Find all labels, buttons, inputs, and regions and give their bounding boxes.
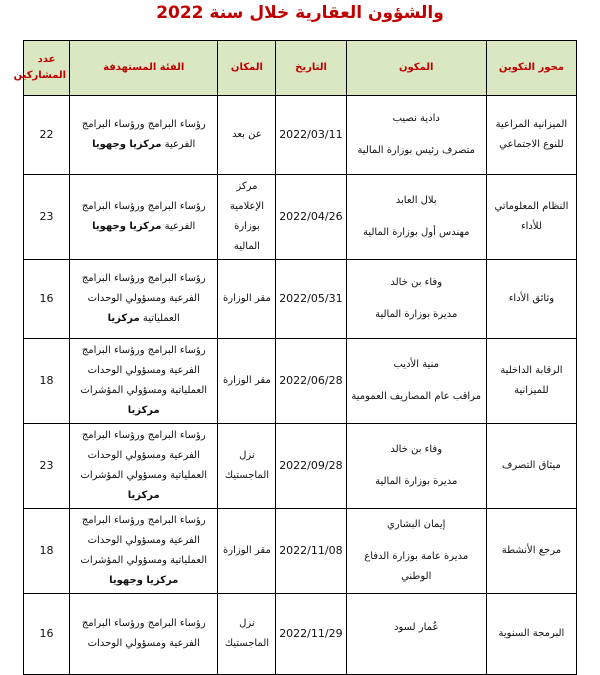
cell-date: 2022/05/31 [276, 260, 346, 339]
cell-axis: الرقابة الداخلية للميزانية [486, 339, 576, 424]
cell-place: مقر الوزارة [218, 339, 276, 424]
cell-axis: البرمجة السنوية [486, 594, 576, 675]
cell-axis: وثائق الأداء [486, 260, 576, 339]
cell-count: 16 [24, 594, 70, 675]
cell-date: 2022/04/26 [276, 175, 346, 260]
cell-count: 18 [24, 339, 70, 424]
trainer-name: منية الأديب [393, 359, 439, 370]
table-row [24, 260, 577, 339]
trainer-name: وفاء بن خالد [390, 444, 443, 455]
cell-date: 2022/03/11 [276, 96, 346, 175]
trainer-role: مديرة عامة بوزارة الدفاع الوطني [364, 551, 469, 582]
target-scope: مركزيا [127, 405, 160, 416]
cell-target [70, 260, 218, 339]
table-row [24, 339, 577, 424]
table-row [24, 509, 577, 594]
target-scope: مركزيا وجهويا [92, 221, 162, 232]
cell-count: 18 [24, 509, 70, 594]
cell-count: 22 [24, 96, 70, 175]
target-text: رؤساء البرامج ورؤساء البرامج الفرعية ومسؤولي الوحدات [81, 618, 206, 649]
cell-place: نزل الماجستيك [218, 594, 276, 675]
target-scope: مركزيا [107, 313, 140, 324]
page-title: والشؤون العقارية خلال سنة 2022 [156, 3, 444, 23]
cell-date: 2022/11/08 [276, 509, 346, 594]
target-text: رؤساء البرامج ورؤساء البرامج الفرعية ومسؤولي الوحدات العملياتية ومسؤولي المؤشرات [80, 345, 208, 396]
cell-place: عن بعد [218, 96, 276, 175]
cell-place: نزل الماجستيك [218, 424, 276, 509]
trainer-role: مهندس أول بوزارة المالية [362, 227, 470, 238]
cell-component [346, 339, 486, 424]
table-row [24, 175, 577, 260]
trainer-role: مراقب عام المصاريف العمومية [351, 391, 482, 402]
header-target: الفئة المستهدفة [70, 41, 218, 96]
cell-axis: الميزانية المراعية للنوع الاجتماعي [486, 96, 576, 175]
cell-component [346, 424, 486, 509]
cell-axis: ميثاق التصرف [486, 424, 576, 509]
cell-place: مقر الوزارة [218, 509, 276, 594]
header-count: عدد المشاركين [24, 41, 70, 96]
cell-component [346, 594, 486, 675]
target-scope: مركزيا وجهويا [109, 575, 179, 586]
trainer-name: عُمار لسود [394, 622, 439, 633]
trainer-role: مديرة بوزارة المالية [375, 476, 458, 487]
trainer-name: بلال العابد [395, 195, 437, 206]
cell-place: مركز الإعلامية بوزارة المالية [218, 175, 276, 260]
cell-count: 16 [24, 260, 70, 339]
cell-axis: مرجع الأنشطة [486, 509, 576, 594]
cell-target [70, 509, 218, 594]
target-text: رؤساء البرامج ورؤساء البرامج الفرعية ومسؤولي الوحدات العملياتية ومسؤولي المؤشرات [80, 430, 208, 481]
target-text: رؤساء البرامج ورؤساء البرامج الفرعية [81, 119, 206, 150]
cell-date: 2022/06/28 [276, 339, 346, 424]
trainer-role: متصرف رئيس بوزارة المالية [357, 145, 475, 156]
cell-component [346, 509, 486, 594]
header-date: التاريخ [276, 41, 346, 96]
target-text: رؤساء البرامج ورؤساء البرامج الفرعية ومسؤولي الوحدات العملياتية [81, 273, 206, 324]
table-row [24, 594, 577, 675]
cell-component [346, 260, 486, 339]
target-text: رؤساء البرامج ورؤساء البرامج الفرعية [81, 201, 206, 232]
target-scope: مركزيا وجهويا [92, 139, 162, 150]
header-axis: محور التكوين [486, 41, 576, 96]
cell-count: 23 [24, 424, 70, 509]
cell-axis: النظام المعلوماتي للأداء [486, 175, 576, 260]
cell-date: 2022/09/28 [276, 424, 346, 509]
cell-target [70, 96, 218, 175]
cell-target [70, 594, 218, 675]
table-header-row [24, 41, 577, 96]
trainer-name: دادية نصيب [392, 113, 440, 124]
trainer-role: مديرة بوزارة المالية [375, 309, 458, 320]
target-text: رؤساء البرامج ورؤساء البرامج الفرعية ومسؤولي الوحدات العملياتية ومسؤولي المؤشرات [80, 515, 208, 566]
cell-target [70, 175, 218, 260]
cell-date: 2022/11/29 [276, 594, 346, 675]
cell-place: مقر الوزارة [218, 260, 276, 339]
table-row [24, 424, 577, 509]
trainer-name: وفاء بن خالد [390, 277, 443, 288]
cell-count: 23 [24, 175, 70, 260]
target-scope: مركزيا [127, 490, 160, 501]
table-row [24, 96, 577, 175]
training-table [13, 40, 577, 675]
header-component: المكون [346, 41, 486, 96]
cell-target [70, 424, 218, 509]
cell-target [70, 339, 218, 424]
cell-component [346, 96, 486, 175]
header-place: المكان [218, 41, 276, 96]
trainer-name: إيمان البشاري [387, 519, 446, 530]
cell-component [346, 175, 486, 260]
